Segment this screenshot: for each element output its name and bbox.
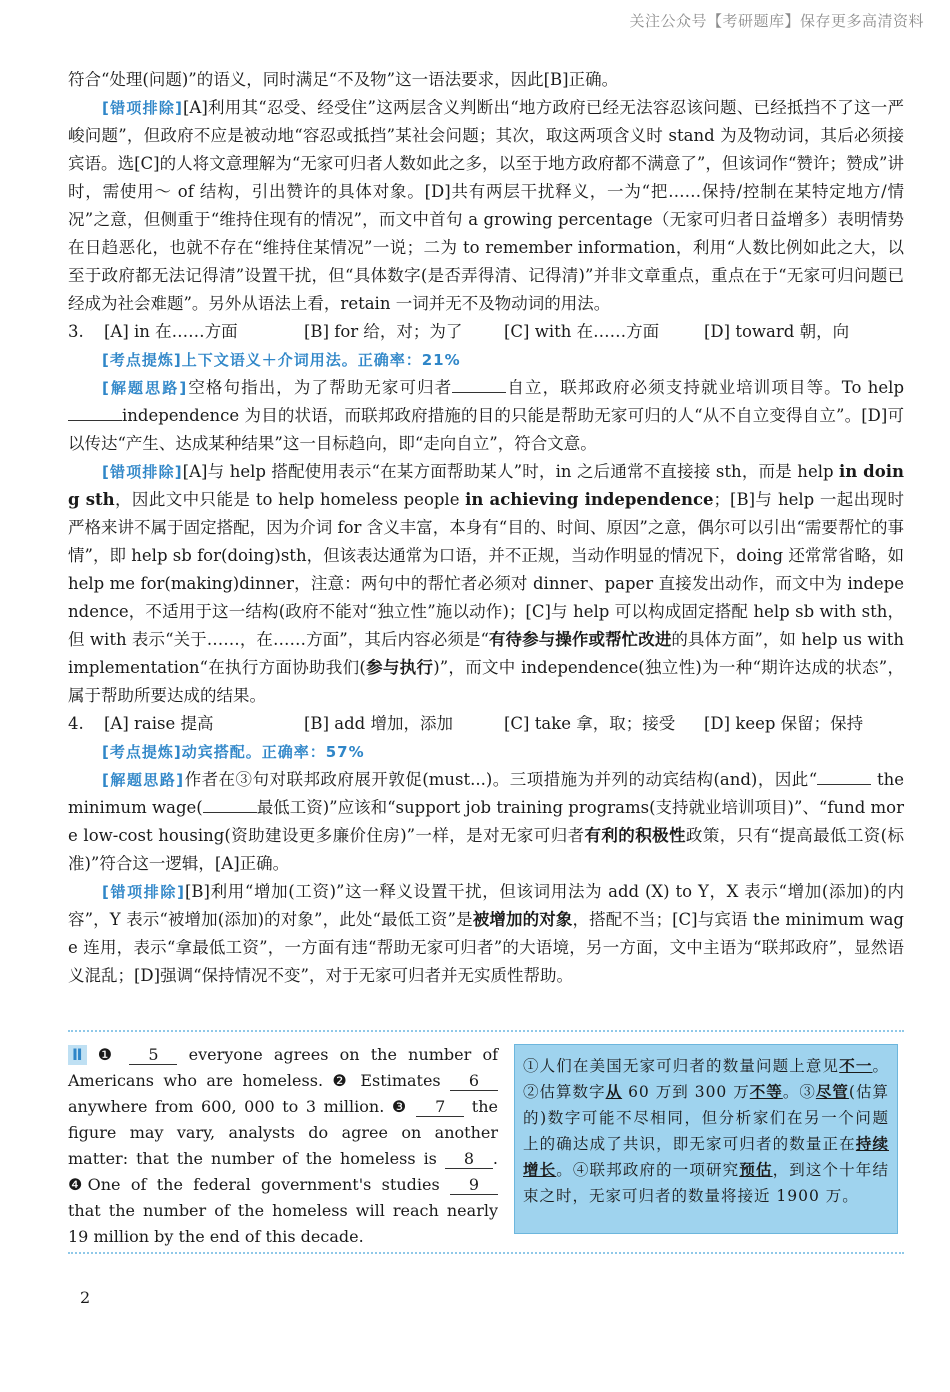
cn-k: 。④联邦政府的一项研究 xyxy=(556,1161,740,1179)
section-2-translation-box xyxy=(514,1044,898,1234)
sentence-3-mark: ❸ xyxy=(391,1097,409,1116)
q4-idea-a: 作者在③句对联邦政府展开敦促(must...)。三项措施为并列的动宾结构(and)，因此“ xyxy=(184,770,818,789)
blank-9: 9 xyxy=(450,1176,498,1195)
section-2 xyxy=(68,1030,904,1254)
q3-blank-2 xyxy=(68,404,122,421)
q3-option-a: [A] in 在……方面 xyxy=(104,322,238,341)
watermark-text: 关注公众号【考研题库】保存更多高清资料 xyxy=(629,12,924,30)
q3-idea-b: 自立，联邦政府必须支持就业培训项目等。To help xyxy=(506,378,905,397)
eng-t3: anywhere from 600, 000 to 3 million. xyxy=(68,1097,392,1116)
blank-5: 5 xyxy=(129,1046,177,1065)
q4-err-a: [B]利用“增加(工资)”这一释义设置干扰，但该词用法为 add (X) to Y，X 表示“增加(添加)的内容”，Y 表示“被增加(添加)的对象”，此处“最低工资”是 xyxy=(68,882,904,929)
eng-t5: . xyxy=(492,1149,498,1168)
cn-e: 60 万到 300 万 xyxy=(622,1083,750,1101)
cn-h: 尽管 xyxy=(815,1082,849,1101)
q4-blank-1 xyxy=(817,768,871,785)
q4-idea-b: the minimum wage( xyxy=(68,770,904,817)
q3-err-b2: ，因此文中只能是 to help homeless people xyxy=(114,490,466,509)
cn-i: (估算的)数字可能不尽相同，但分析家们在另一个问题上的确达成了共识，即无家可归者的数量正在 xyxy=(523,1083,889,1153)
q3-idea-paragraph xyxy=(68,374,904,458)
cn-j: 持续增长 xyxy=(523,1134,889,1179)
eng-t2: Estimates xyxy=(351,1071,450,1090)
sentence-4-mark: ❹ xyxy=(68,1175,88,1194)
cn-m: ，到这个十年结束之时，无家可归者的数量将接近 1900 万。 xyxy=(523,1161,889,1205)
q3-err-b8: )”，而文中 independence(独立性)为一种“期许达成的状态”，属于帮助所要达成的结果。 xyxy=(68,658,904,705)
q3-err-b5: 有待参与操作或帮忙改进 xyxy=(488,630,672,649)
q3-idea-tag: [解题思路] xyxy=(102,379,188,397)
eng-t4: the figure may vary, analysts do agree on another matter: that the number of the homeless is xyxy=(68,1097,498,1168)
cn-f: 不等 xyxy=(749,1082,783,1101)
q4-option-d: [D] keep 保留；保持 xyxy=(704,714,864,733)
q4-idea-paragraph xyxy=(68,766,904,878)
q4-error-paragraph xyxy=(68,878,904,990)
q3-option-b: [B] for 给，对；为了 xyxy=(304,322,463,341)
blank-6: 6 xyxy=(450,1072,498,1091)
cn-a: ①人们在美国无家可归者的数量问题上意见 xyxy=(523,1057,840,1075)
section-2-english xyxy=(68,1042,498,1250)
eng-t6: One of the federal government's studies xyxy=(87,1175,451,1194)
q4-blank-2 xyxy=(203,796,257,813)
q4-point-tag: [考点提炼] xyxy=(102,743,182,761)
q4-point xyxy=(68,738,904,766)
q3-point-text: 上下文语义＋介词用法。正确率：21% xyxy=(181,351,461,369)
cn-g: 。③ xyxy=(782,1083,816,1101)
q3-err-b7: 参与执行 xyxy=(365,658,434,677)
q4-idea-d: 有利的积极性 xyxy=(584,826,686,845)
page-number: 2 xyxy=(80,1288,91,1307)
q4-point-text: 动宾搭配。正确率：57% xyxy=(181,743,365,761)
cn-d: 从 xyxy=(605,1082,623,1101)
eng-t1: everyone agrees on the number of Americans who are homeless. xyxy=(68,1045,499,1090)
q4-idea-tag: [解题思路] xyxy=(102,771,185,789)
q3-option-c: [C] with 在……方面 xyxy=(504,322,660,341)
q4-option-b: [B] add 增加，添加 xyxy=(304,714,453,733)
q3-err-b3: in achieving independence xyxy=(465,490,714,509)
sentence-2-mark: ❷ xyxy=(332,1071,352,1090)
q2-error-tag: [错项排除] xyxy=(102,99,183,117)
q3-err-b6: 的具体方面”，如 help us with implementation“在执行方面协助我们( xyxy=(68,630,904,677)
q2-error-text: [A]利用其“忍受、经受住”这两层含义判断出“地方政府已经无法容忍该问题、已经抵挡不了这一严峻问题”，但政府不应是被动地“容忍或抵挡”某社会问题；其次，取这两项含义时 stand 为及物动词，其后必须接宾语。选[C]的人将文意理解为“无家可归者人数如此之多，以至于地方政府都不满意了”，但该词作“赞许；赞成”讲时，需使用～ of 结构，引出赞许的具体对象。[D]共有两层干扰释义，一为“把……保持/控制在某特定地方/情况”之意，但侧重于“维持住现有的情况”，而文中首句 a growing percentage（无家可归者日益增多）表明情势在日趋恶化，也就不存在“维持住某情况”一说；二为 to remember information，利用“人数比例如此之大，以至于政府都无法记得清”设置干扰，但“具体数字(是否弄得清、记得清)”并非文章重点，重点在于“无家可归问题已经成为社会难题”。另外从语法上看，retain 一词并无不及物动词的用法。 xyxy=(68,98,904,313)
q3-number: 3. xyxy=(68,322,84,341)
q3-blank-1 xyxy=(452,376,506,393)
q4-err-c: ，搭配不当；[C]与宾语 the minimum wage 连用，表示“拿最低工资”，一方面有违“帮助无家可归者”的大语境，另一方面，文中主语为“联邦政府”，显然语义混乱；[D]强调“保持情况不变”，对于无家可归者并无实质性帮助。 xyxy=(68,910,904,985)
q3-error-tag: [错项排除] xyxy=(102,463,183,481)
q3-err-a: [A]与 help 搭配使用表示“在某方面帮助某人”时，in 之后通常不直接接 sth，而是 help xyxy=(182,462,834,481)
q3-idea-a: 空格句指出，为了帮助无家可归者 xyxy=(187,378,453,397)
blank-8: 8 xyxy=(445,1150,493,1169)
q3-idea-c: independence 为目的状语，而联邦政府措施的目的只能是帮助无家可归的人“从不自立变得自立”。[D]可以传达“产生、达成某种结果”这一目标趋向，即“走向自立”，符合文意。 xyxy=(68,406,904,453)
cn-b: 不一 xyxy=(839,1056,873,1075)
cn-l: 预估 xyxy=(739,1160,773,1179)
q3-point-tag: [考点提炼] xyxy=(102,351,182,369)
q2-error-paragraph xyxy=(68,94,904,318)
q4-number: 4. xyxy=(68,714,84,733)
q4-option-c: [C] take 拿，取；接受 xyxy=(504,714,676,733)
q4-error-tag: [错项排除] xyxy=(102,883,185,901)
q3-point xyxy=(68,346,904,374)
q3-options xyxy=(68,318,904,346)
q3-option-d: [D] toward 朝，向 xyxy=(704,322,850,341)
q4-options xyxy=(68,710,904,738)
cn-c: 。②估算数字 xyxy=(523,1057,889,1101)
eng-t7: that the number of the homeless will reach nearly 19 million by the end of this decade. xyxy=(68,1201,498,1246)
q4-option-a: [A] raise 提高 xyxy=(104,714,214,733)
q3-err-b1: in doing sth xyxy=(68,462,904,509)
blank-7: 7 xyxy=(416,1098,464,1117)
section-roman-numeral: Ⅱ xyxy=(68,1045,87,1065)
sentence-1-mark: ❶ xyxy=(97,1045,119,1064)
q4-idea-e: 政策，只有“提高最低工资(标准)”符合这一逻辑，[A]正确。 xyxy=(68,826,905,873)
q3-error-paragraph xyxy=(68,458,904,710)
q4-err-b: 被增加的对象 xyxy=(472,910,573,929)
intro-line: 符合“处理(问题)”的语义，同时满足“不及物”这一语法要求，因此[B]正确。 xyxy=(68,70,619,89)
q3-err-b4: ；[B]与 help 一起出现时严格来讲不属于固定搭配，因为介词 for 含义丰富，本身有“目的、时间、原因”之意，偶尔可以引出“需要帮忙的事情”，即 help sb for(doing)sth，但该表达通常为口语，并不正规，当动作明显的情况下，doing 还常常省略，如 help me for(making)dinner，注意：两句中的帮忙者必须对 dinner、paper 直接发出动作，而文中为 independence，不适用于这一结构(政府不能对“独立性”施以动作)；[C]与 help 可以构成固定搭配 help sb with sth，但 with 表示“关于……，在……方面”，其后内容必须是“ xyxy=(68,490,904,649)
q4-idea-c: 最低工资)”应该和“support job training programs(支持就业培训项目)”、“fund more low-cost housing(资助建设更多廉价住房)”一样，是对无家可归者 xyxy=(68,798,904,845)
main-content xyxy=(68,66,904,990)
